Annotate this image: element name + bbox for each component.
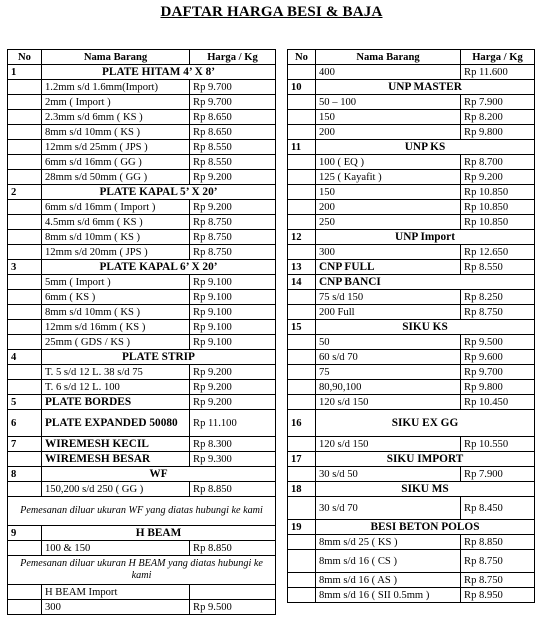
item-name: T. 5 s/d 12 L. 38 s/d 75 — [42, 365, 190, 380]
empty-number-cell — [288, 215, 316, 230]
item-price: Rp 8.250 — [461, 290, 535, 305]
table-row — [288, 467, 535, 482]
table-row — [288, 380, 535, 395]
category-name: PLATE KAPAL 5’ X 20’ — [42, 185, 276, 200]
empty-number-cell — [288, 588, 316, 603]
empty-number-cell — [8, 125, 42, 140]
item-price: Rp 7.900 — [461, 467, 535, 482]
item-price — [190, 585, 276, 600]
table-row — [8, 290, 276, 305]
category-row — [8, 410, 276, 437]
category-row — [288, 80, 535, 95]
category-name: UNP Import — [316, 230, 535, 245]
empty-number-cell — [288, 305, 316, 320]
table-row — [8, 380, 276, 395]
item-name: 50 – 100 — [316, 95, 461, 110]
category-number — [8, 452, 42, 467]
item-price: Rp 9.300 — [190, 452, 276, 467]
item-price: Rp 9.500 — [461, 335, 535, 350]
category-number: 2 — [8, 185, 42, 200]
empty-number-cell — [8, 275, 42, 290]
item-name: 200 — [316, 200, 461, 215]
item-name: 8mm s/d 10mm ( KS ) — [42, 230, 190, 245]
item-name: 200 Full — [316, 305, 461, 320]
table-row — [8, 600, 276, 615]
empty-number-cell — [288, 437, 316, 452]
empty-number-cell — [288, 550, 316, 573]
category-row — [8, 452, 276, 467]
item-name: 8mm s/d 10mm ( KS ) — [42, 125, 190, 140]
empty-number-cell — [288, 395, 316, 410]
table-row — [288, 215, 535, 230]
empty-number-cell — [288, 335, 316, 350]
empty-number-cell — [8, 200, 42, 215]
item-price: Rp 9.800 — [461, 125, 535, 140]
item-price: Rp 9.700 — [461, 365, 535, 380]
item-price: Rp 9.200 — [190, 395, 276, 410]
item-name: 8mm s/d 25 ( KS ) — [316, 535, 461, 550]
category-row — [288, 260, 535, 275]
empty-number-cell — [288, 467, 316, 482]
empty-number-cell — [288, 380, 316, 395]
item-name: 60 s/d 70 — [316, 350, 461, 365]
table-row — [8, 230, 276, 245]
category-name: UNP KS — [316, 140, 535, 155]
item-price: Rp 10.850 — [461, 200, 535, 215]
empty-number-cell — [8, 110, 42, 125]
item-name: 200 — [316, 125, 461, 140]
category-name: CNP BANCI — [316, 275, 535, 290]
item-price: Rp 8.750 — [190, 215, 276, 230]
item-price: Rp 8.550 — [190, 140, 276, 155]
item-price: Rp 9.200 — [190, 170, 276, 185]
empty-number-cell — [8, 170, 42, 185]
category-row — [8, 526, 276, 541]
header-name: Nama Barang — [42, 50, 190, 65]
table-row — [8, 215, 276, 230]
item-price: Rp 9.200 — [190, 365, 276, 380]
category-name: PLATE BORDES — [42, 395, 190, 410]
table-row — [8, 155, 276, 170]
item-price: Rp 8.450 — [461, 497, 535, 520]
item-price: Rp 9.200 — [461, 170, 535, 185]
category-name: SIKU MS — [316, 482, 535, 497]
item-price: Rp 8.300 — [190, 437, 276, 452]
item-price: Rp 9.700 — [190, 80, 276, 95]
category-name: WF — [42, 467, 276, 482]
item-price: Rp 9.500 — [190, 600, 276, 615]
item-name: 6mm ( KS ) — [42, 290, 190, 305]
empty-number-cell — [8, 95, 42, 110]
table-row — [288, 155, 535, 170]
item-price: Rp 9.100 — [190, 320, 276, 335]
table-row — [288, 200, 535, 215]
category-name: WIREMESH KECIL — [42, 437, 190, 452]
category-row — [8, 65, 276, 80]
price-table-left — [7, 49, 276, 615]
item-name: 1.2mm s/d 1.6mm(Import) — [42, 80, 190, 95]
empty-number-cell — [8, 365, 42, 380]
empty-number-cell — [8, 600, 42, 615]
empty-number-cell — [288, 497, 316, 520]
category-name: CNP FULL — [316, 260, 461, 275]
item-price: Rp 9.100 — [190, 290, 276, 305]
table-row — [288, 588, 535, 603]
item-name: 6mm s/d 16mm ( GG ) — [42, 155, 190, 170]
item-name: 12mm s/d 25mm ( JPS ) — [42, 140, 190, 155]
empty-number-cell — [8, 230, 42, 245]
item-price: Rp 8.550 — [461, 260, 535, 275]
item-price: Rp 10.850 — [461, 215, 535, 230]
item-price: Rp 7.900 — [461, 95, 535, 110]
item-price: Rp 8.750 — [190, 245, 276, 260]
empty-number-cell — [8, 80, 42, 95]
table-row — [288, 125, 535, 140]
category-row — [288, 275, 535, 290]
table-row — [288, 290, 535, 305]
item-name: 80,90,100 — [316, 380, 461, 395]
item-name: 30 s/d 50 — [316, 467, 461, 482]
table-row — [8, 305, 276, 320]
table-row — [8, 200, 276, 215]
item-name: 150 — [316, 185, 461, 200]
category-name: SIKU EX GG — [316, 410, 535, 437]
category-number: 8 — [8, 467, 42, 482]
empty-number-cell — [8, 305, 42, 320]
table-row — [288, 335, 535, 350]
item-price: Rp 9.800 — [461, 380, 535, 395]
table-row — [288, 65, 535, 80]
table-row — [8, 245, 276, 260]
item-name: 8mm s/d 16 ( SII 0.5mm ) — [316, 588, 461, 603]
category-row — [8, 260, 276, 275]
item-name: 125 ( Kayafit ) — [316, 170, 461, 185]
table-row — [288, 365, 535, 380]
item-price: Rp 8.200 — [461, 110, 535, 125]
empty-number-cell — [288, 65, 316, 80]
item-name: 12mm s/d 20mm ( JPS ) — [42, 245, 190, 260]
category-row — [288, 320, 535, 335]
empty-number-cell — [288, 573, 316, 588]
item-price: Rp 8.550 — [190, 155, 276, 170]
empty-number-cell — [288, 185, 316, 200]
item-name: 6mm s/d 16mm ( Import ) — [42, 200, 190, 215]
category-row — [288, 520, 535, 535]
category-number: 9 — [8, 526, 42, 541]
item-price: Rp 8.750 — [461, 305, 535, 320]
empty-number-cell — [288, 110, 316, 125]
item-price: Rp 10.450 — [461, 395, 535, 410]
item-name: 100 & 150 — [42, 541, 190, 556]
empty-number-cell — [288, 350, 316, 365]
table-row — [288, 95, 535, 110]
category-name: BESI BETON POLOS — [316, 520, 535, 535]
category-row — [288, 482, 535, 497]
category-name: PLATE STRIP — [42, 350, 276, 365]
item-price: Rp 9.700 — [190, 95, 276, 110]
category-number: 17 — [288, 452, 316, 467]
category-name: PLATE EXPANDED 50080 — [42, 410, 190, 437]
category-number: 7 — [8, 437, 42, 452]
empty-number-cell — [288, 535, 316, 550]
table-row — [288, 573, 535, 588]
table-row — [8, 110, 276, 125]
category-row — [8, 467, 276, 482]
item-name: 250 — [316, 215, 461, 230]
category-number: 10 — [288, 80, 316, 95]
note-text: Pemesanan diluar ukuran WF yang diatas hubungi ke kami — [8, 497, 276, 526]
header-price: Harga / Kg — [190, 50, 276, 65]
table-header-row — [288, 50, 535, 65]
item-price: Rp 9.200 — [190, 200, 276, 215]
item-name: 100 ( EQ ) — [316, 155, 461, 170]
item-name: 150,200 s/d 250 ( GG ) — [42, 482, 190, 497]
category-number: 18 — [288, 482, 316, 497]
item-name: 12mm s/d 16mm ( KS ) — [42, 320, 190, 335]
category-name: SIKU KS — [316, 320, 535, 335]
empty-number-cell — [288, 170, 316, 185]
item-name: 120 s/d 150 — [316, 437, 461, 452]
category-number: 12 — [288, 230, 316, 245]
item-name: 2.3mm s/d 6mm ( KS ) — [42, 110, 190, 125]
empty-number-cell — [288, 155, 316, 170]
category-name: H BEAM — [42, 526, 276, 541]
item-name: 75 — [316, 365, 461, 380]
item-name: 8mm s/d 16 ( CS ) — [316, 550, 461, 573]
category-row — [288, 452, 535, 467]
category-number: 3 — [8, 260, 42, 275]
category-row — [8, 395, 276, 410]
category-number: 14 — [288, 275, 316, 290]
category-row — [8, 437, 276, 452]
item-name: 8mm s/d 10mm ( KS ) — [42, 305, 190, 320]
table-row — [8, 541, 276, 556]
header-no: No — [288, 50, 316, 65]
category-name: PLATE HITAM 4’ X 8’ — [42, 65, 276, 80]
table-row — [288, 350, 535, 365]
table-row — [288, 110, 535, 125]
item-price: Rp 8.650 — [190, 125, 276, 140]
category-number: 1 — [8, 65, 42, 80]
item-name: 300 — [316, 245, 461, 260]
empty-number-cell — [288, 200, 316, 215]
category-row — [288, 230, 535, 245]
empty-number-cell — [8, 585, 42, 600]
table-row — [288, 437, 535, 452]
item-name: 30 s/d 70 — [316, 497, 461, 520]
item-price: Rp 8.850 — [190, 541, 276, 556]
item-name: 8mm s/d 16 ( AS ) — [316, 573, 461, 588]
category-number: 16 — [288, 410, 316, 437]
page-title: DAFTAR HARGA BESI & BAJA — [160, 4, 383, 20]
table-row — [288, 305, 535, 320]
item-name: 50 — [316, 335, 461, 350]
table-row — [288, 185, 535, 200]
table-row — [8, 585, 276, 600]
table-row — [8, 80, 276, 95]
table-row — [8, 320, 276, 335]
empty-number-cell — [8, 215, 42, 230]
item-price: Rp 8.750 — [461, 550, 535, 573]
empty-number-cell — [8, 245, 42, 260]
item-price: Rp 8.750 — [190, 230, 276, 245]
category-name: WIREMESH BESAR — [42, 452, 190, 467]
note-row — [8, 556, 276, 585]
table-row — [288, 535, 535, 550]
item-name: 25mm ( GDS / KS ) — [42, 335, 190, 350]
item-price: Rp 12.650 — [461, 245, 535, 260]
item-price: Rp 10.850 — [461, 185, 535, 200]
note-row — [8, 497, 276, 526]
item-price: Rp 9.600 — [461, 350, 535, 365]
header-name: Nama Barang — [316, 50, 461, 65]
table-header-row — [8, 50, 276, 65]
empty-number-cell — [8, 380, 42, 395]
empty-number-cell — [8, 541, 42, 556]
table-row — [8, 482, 276, 497]
category-number: 13 — [288, 260, 316, 275]
table-row — [288, 245, 535, 260]
category-number: 15 — [288, 320, 316, 335]
item-price: Rp 8.750 — [461, 573, 535, 588]
category-row — [8, 350, 276, 365]
table-row — [8, 335, 276, 350]
empty-number-cell — [288, 125, 316, 140]
item-price: Rp 8.850 — [461, 535, 535, 550]
item-price: Rp 8.650 — [190, 110, 276, 125]
item-name: 400 — [316, 65, 461, 80]
item-price: Rp 11.100 — [190, 410, 276, 437]
item-price: Rp 11.600 — [461, 65, 535, 80]
item-name: 120 s/d 150 — [316, 395, 461, 410]
item-name: 300 — [42, 600, 190, 615]
item-price: Rp 8.850 — [190, 482, 276, 497]
empty-number-cell — [288, 290, 316, 305]
item-name: 2mm ( Import ) — [42, 95, 190, 110]
price-table-right — [287, 49, 535, 603]
table-row — [288, 170, 535, 185]
category-name: UNP MASTER — [316, 80, 535, 95]
header-no: No — [8, 50, 42, 65]
item-price: Rp 8.700 — [461, 155, 535, 170]
category-number: 19 — [288, 520, 316, 535]
table-row — [8, 140, 276, 155]
category-name: PLATE KAPAL 6’ X 20’ — [42, 260, 276, 275]
item-price: Rp 9.100 — [190, 335, 276, 350]
item-price: Rp 9.100 — [190, 305, 276, 320]
item-price: Rp 9.100 — [190, 275, 276, 290]
item-name: 150 — [316, 110, 461, 125]
note-text: Pemesanan diluar ukuran H BEAM yang diatas hubungi ke kami — [8, 556, 276, 585]
table-row — [8, 95, 276, 110]
empty-number-cell — [8, 140, 42, 155]
table-row — [8, 365, 276, 380]
table-row — [8, 170, 276, 185]
empty-number-cell — [8, 335, 42, 350]
category-number: 4 — [8, 350, 42, 365]
table-row — [8, 125, 276, 140]
empty-number-cell — [288, 245, 316, 260]
item-name: T. 6 s/d 12 L. 100 — [42, 380, 190, 395]
category-number: 11 — [288, 140, 316, 155]
item-name: 4.5mm s/d 6mm ( KS ) — [42, 215, 190, 230]
category-name: SIKU IMPORT — [316, 452, 535, 467]
empty-number-cell — [8, 482, 42, 497]
item-name: 75 s/d 150 — [316, 290, 461, 305]
category-row — [288, 140, 535, 155]
empty-number-cell — [8, 290, 42, 305]
table-row — [288, 395, 535, 410]
table-row — [288, 497, 535, 520]
item-price: Rp 8.950 — [461, 588, 535, 603]
category-number: 6 — [8, 410, 42, 437]
table-row — [288, 550, 535, 573]
item-price: Rp 10.550 — [461, 437, 535, 452]
category-row — [288, 410, 535, 437]
item-price: Rp 9.200 — [190, 380, 276, 395]
table-row — [8, 275, 276, 290]
empty-number-cell — [288, 365, 316, 380]
empty-number-cell — [8, 320, 42, 335]
item-name: 5mm ( Import ) — [42, 275, 190, 290]
category-number: 5 — [8, 395, 42, 410]
item-name: 28mm s/d 50mm ( GG ) — [42, 170, 190, 185]
category-row — [8, 185, 276, 200]
header-price: Harga / Kg — [461, 50, 535, 65]
empty-number-cell — [288, 95, 316, 110]
empty-number-cell — [8, 155, 42, 170]
item-name: H BEAM Import — [42, 585, 190, 600]
